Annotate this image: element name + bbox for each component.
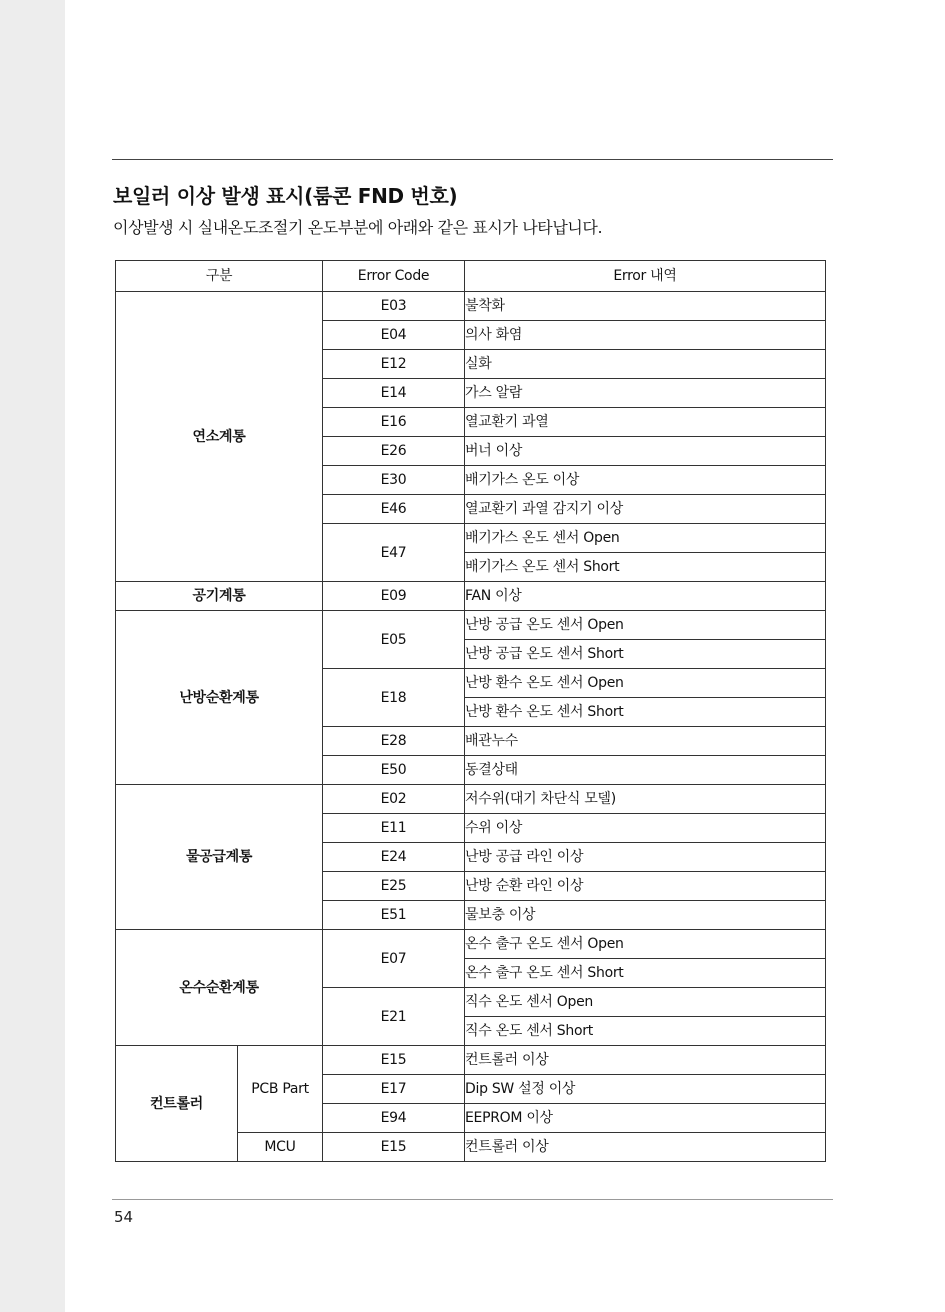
error-detail: 컨트롤러 이상 <box>465 1133 826 1162</box>
top-divider <box>112 159 833 160</box>
error-detail: 난방 환수 온도 센서 Open <box>465 669 826 698</box>
error-detail: 저수위(대기 차단식 모델) <box>465 785 826 814</box>
header-error-code: Error Code <box>323 261 465 292</box>
group-air: 공기계통 <box>116 582 323 611</box>
group-heating-circulation: 난방순환계통 <box>116 611 323 785</box>
error-detail: 난방 공급 라인 이상 <box>465 843 826 872</box>
error-detail: 불착화 <box>465 292 826 321</box>
error-code: E26 <box>323 437 465 466</box>
page-margin-strip <box>0 0 65 1312</box>
error-code: E05 <box>323 611 465 669</box>
error-code: E15 <box>323 1046 465 1075</box>
error-detail: 배기가스 온도 이상 <box>465 466 826 495</box>
page-number: 54 <box>114 1208 134 1226</box>
error-detail: 난방 공급 온도 센서 Open <box>465 611 826 640</box>
error-code: E07 <box>323 930 465 988</box>
error-detail: 난방 순환 라인 이상 <box>465 872 826 901</box>
table-row <box>116 582 826 611</box>
error-detail: 온수 출구 온도 센서 Open <box>465 930 826 959</box>
error-code: E03 <box>323 292 465 321</box>
page-title: 보일러 이상 발생 표시(룸콘 FND 번호) <box>113 184 458 208</box>
error-code: E47 <box>323 524 465 582</box>
error-detail: 난방 환수 온도 센서 Short <box>465 698 826 727</box>
error-code: E15 <box>323 1133 465 1162</box>
table-row <box>116 611 826 640</box>
error-detail: 컨트롤러 이상 <box>465 1046 826 1075</box>
error-code: E21 <box>323 988 465 1046</box>
error-detail: 배관누수 <box>465 727 826 756</box>
error-code: E11 <box>323 814 465 843</box>
error-detail: 온수 출구 온도 센서 Short <box>465 959 826 988</box>
error-detail: Dip SW 설정 이상 <box>465 1075 826 1104</box>
error-code: E46 <box>323 495 465 524</box>
error-code: E04 <box>323 321 465 350</box>
header-error-detail: Error 내역 <box>465 261 826 292</box>
table-row <box>116 1046 826 1075</box>
bottom-divider <box>112 1199 833 1200</box>
error-detail: 버너 이상 <box>465 437 826 466</box>
error-code: E09 <box>323 582 465 611</box>
error-detail: 난방 공급 온도 센서 Short <box>465 640 826 669</box>
error-detail: 수위 이상 <box>465 814 826 843</box>
error-detail: FAN 이상 <box>465 582 826 611</box>
error-detail: 동결상태 <box>465 756 826 785</box>
error-code: E02 <box>323 785 465 814</box>
group-hot-water-circulation: 온수순환계통 <box>116 930 323 1046</box>
group-controller: 컨트롤러 <box>116 1046 238 1162</box>
table-row <box>116 785 826 814</box>
error-code-table <box>115 260 826 1162</box>
error-code: E14 <box>323 379 465 408</box>
error-detail: 직수 온도 센서 Open <box>465 988 826 1017</box>
error-detail: 배기가스 온도 센서 Open <box>465 524 826 553</box>
error-detail: 가스 알람 <box>465 379 826 408</box>
error-detail: 직수 온도 센서 Short <box>465 1017 826 1046</box>
error-code: E30 <box>323 466 465 495</box>
table-row <box>116 292 826 321</box>
error-code: E51 <box>323 901 465 930</box>
error-detail: 의사 화염 <box>465 321 826 350</box>
error-detail: 물보충 이상 <box>465 901 826 930</box>
error-detail: 실화 <box>465 350 826 379</box>
error-code: E25 <box>323 872 465 901</box>
error-code: E17 <box>323 1075 465 1104</box>
table-header-row <box>116 261 826 292</box>
table-row <box>116 930 826 959</box>
header-category: 구분 <box>116 261 323 292</box>
page-subtitle: 이상발생 시 실내온도조절기 온도부분에 아래와 같은 표시가 나타납니다. <box>113 218 603 237</box>
group-combustion: 연소계통 <box>116 292 323 582</box>
error-code: E28 <box>323 727 465 756</box>
error-detail: EEPROM 이상 <box>465 1104 826 1133</box>
error-code: E16 <box>323 408 465 437</box>
error-code: E18 <box>323 669 465 727</box>
error-code: E50 <box>323 756 465 785</box>
subgroup-mcu: MCU <box>238 1133 323 1162</box>
error-detail: 배기가스 온도 센서 Short <box>465 553 826 582</box>
error-detail: 열교환기 과열 <box>465 408 826 437</box>
error-code: E24 <box>323 843 465 872</box>
error-detail: 열교환기 과열 감지기 이상 <box>465 495 826 524</box>
error-code: E12 <box>323 350 465 379</box>
subgroup-pcb-part: PCB Part <box>238 1046 323 1133</box>
group-water-supply: 물공급계통 <box>116 785 323 930</box>
error-code: E94 <box>323 1104 465 1133</box>
